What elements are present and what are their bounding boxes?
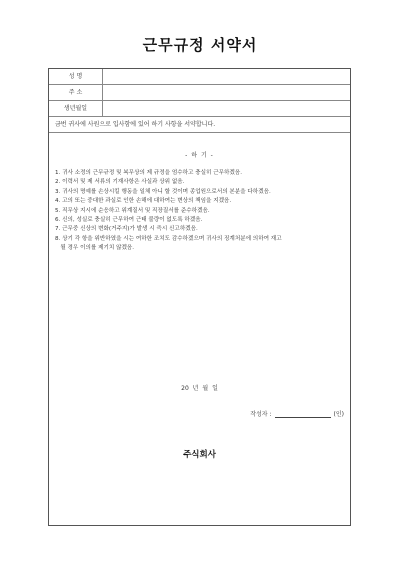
info-row-address bbox=[49, 85, 350, 101]
clause-item: 될 경우 이의를 제기치 않겠음. bbox=[55, 245, 135, 252]
clause-item: 8. 상기 각 항을 위반하였을 시는 여하한 조치도 감수하겠으며 귀사의 징계처분에 의하여 재고 bbox=[55, 235, 282, 242]
info-label-address: 주 소 bbox=[49, 85, 103, 100]
info-row-name bbox=[49, 69, 350, 85]
info-row-birthdate bbox=[49, 101, 350, 117]
clause-list bbox=[55, 169, 345, 254]
name-field[interactable] bbox=[104, 69, 350, 84]
signer-label: 작성자 : bbox=[250, 411, 272, 418]
birthdate-field[interactable] bbox=[104, 101, 350, 116]
address-field[interactable] bbox=[104, 85, 350, 100]
pledge-statement: 금번 귀사에 사원으로 입사함에 있어 하기 사항을 서약합니다. bbox=[49, 117, 350, 133]
info-label-birthdate: 생년월일 bbox=[49, 101, 103, 116]
document-title: 근무규정 서약서 bbox=[142, 36, 258, 54]
clause-item: 3. 귀사의 명예를 손상시킬 행동을 일체 아니 할 것이며 종업원으로서의 본분을 다하겠음. bbox=[55, 188, 271, 195]
signature-line bbox=[250, 409, 344, 418]
clause-item: 7. 근무중 신상의 변화(거주지)가 발생 시 즉시 신고하겠음. bbox=[55, 226, 198, 233]
clause-item: 1. 귀사 소정의 근무규정 및 복무상의 제 규정을 엄수하고 충실히 근무하겠음. bbox=[55, 170, 243, 176]
clauses-heading: - 하 기 - bbox=[185, 152, 214, 159]
info-label-name: 성 명 bbox=[49, 69, 103, 84]
clause-item: 5. 직무상 지시에 순응하고 위계질서 및 직장질서를 준수하겠음. bbox=[55, 207, 210, 214]
date-line: 20 년 월 일 bbox=[181, 385, 218, 392]
company-name: 주식회사 bbox=[183, 450, 216, 460]
clause-item: 4. 고의 또는 중대한 과실로 인한 손해에 대하여는 변상의 책임을 지겠음. bbox=[55, 198, 232, 205]
clause-item: 6. 신의, 성실로 충실히 근무하여 근태 불량이 없도록 하겠음. bbox=[55, 217, 203, 224]
pledge-form bbox=[48, 68, 351, 526]
clause-item: 2. 이력서 및 제 서류의 기재사항은 사실과 상위 없음. bbox=[55, 179, 185, 186]
seal-mark: (인) bbox=[333, 411, 344, 418]
signature-field[interactable] bbox=[275, 411, 331, 418]
